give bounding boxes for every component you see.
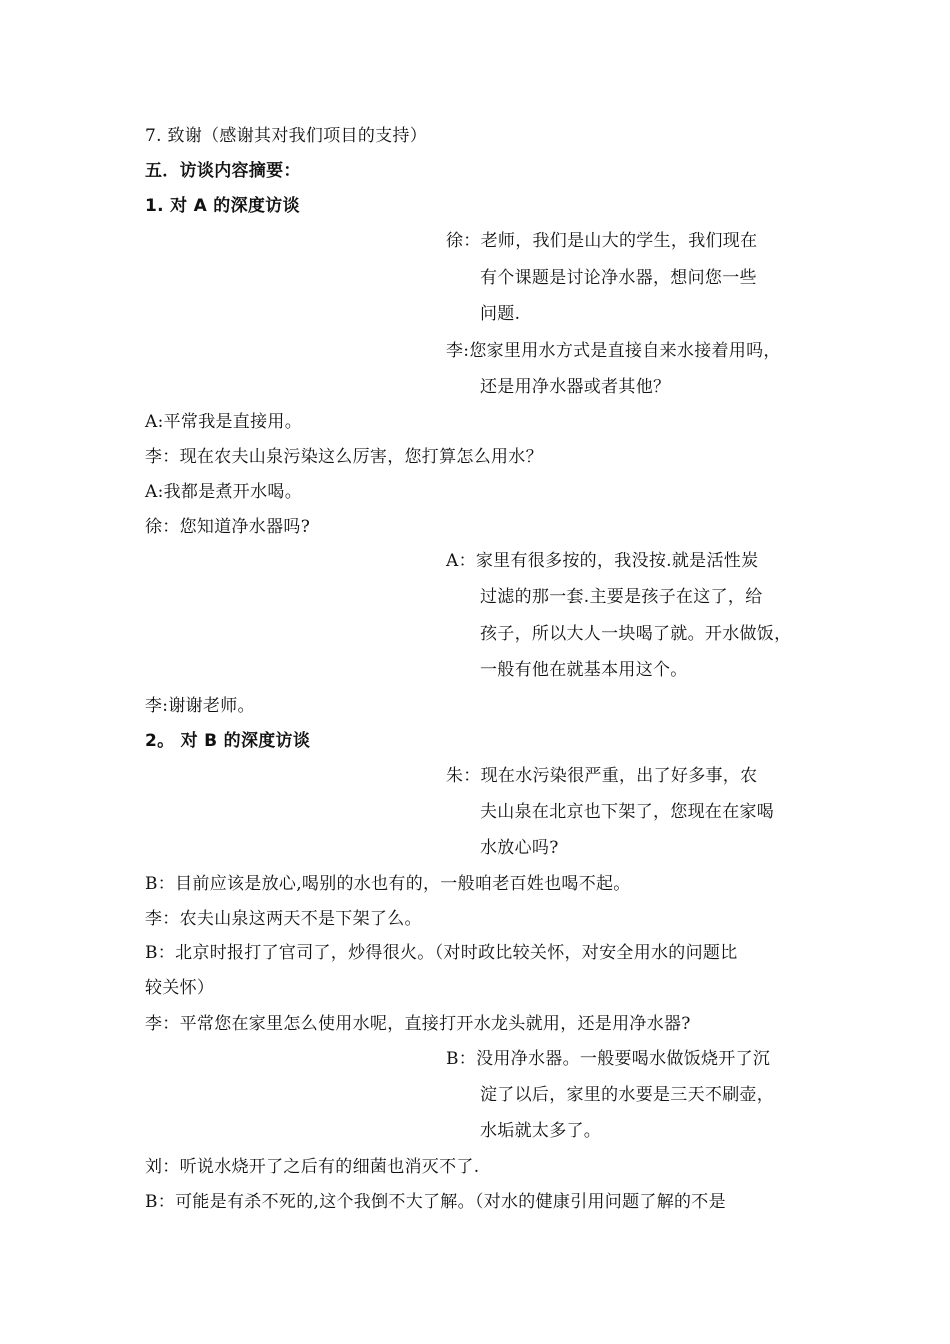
item-7-thanks: 7. 致谢（感谢其对我们项目的支持） (145, 126, 428, 146)
dialogue-zhu-1-line-3: 水放心吗? (480, 838, 559, 858)
dialogue-b-2-line-1: B：北京时报打了官司了，炒得很火。（对时政比较关怀，对安全用水的问题比 (145, 943, 738, 963)
dialogue-liu-1: 刘：听说水烧开了之后有的细菌也消灭不了. (145, 1157, 480, 1177)
dialogue-xu-1-line-2: 有个课题是讨论净水器，想问您一些 (480, 268, 757, 288)
subsection-b-heading: 2。 对 B 的深度访谈 (145, 731, 311, 751)
dialogue-b-4: B：可能是有杀不死的,这个我倒不大了解。（对水的健康引用问题了解的不是 (145, 1192, 726, 1212)
dialogue-b-3-line-1: B：没用净水器。一般要喝水做饭烧开了沉 (446, 1049, 771, 1069)
dialogue-a-2: A:我都是煮开水喝。 (145, 482, 303, 502)
dialogue-zhu-1-line-2: 夫山泉在北京也下架了，您现在在家喝 (480, 802, 775, 822)
dialogue-li-3: 李:谢谢老师。 (145, 696, 255, 716)
dialogue-a-1: A:平常我是直接用。 (145, 412, 303, 432)
dialogue-li-b-1: 李：农夫山泉这两天不是下架了么。 (145, 909, 422, 929)
dialogue-li-2: 李：现在农夫山泉污染这么厉害，您打算怎么用水？ (145, 447, 543, 467)
dialogue-a-3-line-2: 过滤的那一套.主要是孩子在这了，给 (480, 587, 763, 607)
dialogue-b-3-line-3: 水垢就太多了。 (480, 1121, 602, 1141)
subsection-a-heading: 1. 对 A 的深度访谈 (145, 196, 300, 216)
dialogue-li-b-2: 李：平常您在家里怎么使用水呢，直接打开水龙头就用，还是用净水器? (145, 1014, 691, 1034)
dialogue-b-2-line-2: 较关怀） (145, 978, 215, 998)
dialogue-li-1-line-2: 还是用净水器或者其他？ (480, 377, 671, 397)
dialogue-a-3-line-1: A：家里有很多按的，我没按.就是活性炭 (446, 551, 759, 571)
dialogue-li-1-line-1: 李:您家里用水方式是直接自来水接着用吗， (446, 341, 781, 361)
dialogue-b-1: B：目前应该是放心,喝别的水也有的，一般咱老百姓也喝不起。 (145, 874, 631, 894)
dialogue-a-3-line-4: 一般有他在就基本用这个。 (480, 660, 688, 680)
dialogue-b-3-line-2: 淀了以后，家里的水要是三天不刷壶， (480, 1085, 775, 1105)
dialogue-xu-2: 徐：您知道净水器吗? (145, 517, 311, 537)
dialogue-zhu-1-line-1: 朱：现在水污染很严重，出了好多事，农 (446, 766, 758, 786)
dialogue-a-3-line-3: 孩子，所以大人一块喝了就。开水做饭， (480, 624, 792, 644)
dialogue-xu-1-line-3: 问题. (480, 304, 521, 324)
dialogue-xu-1-line-1: 徐：老师，我们是山大的学生，我们现在 (446, 231, 758, 251)
section-5-heading: 五．访谈内容摘要： (145, 161, 301, 181)
